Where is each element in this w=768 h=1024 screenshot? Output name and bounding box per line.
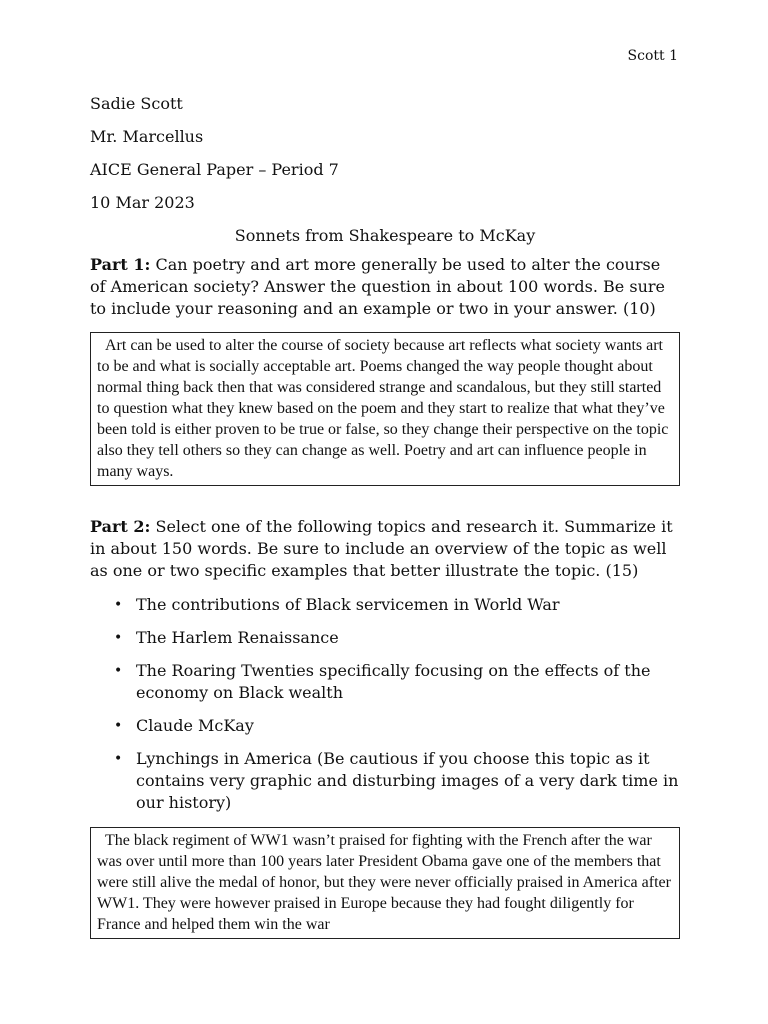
running-head: Scott 1: [627, 48, 678, 64]
part2-prompt: Select one of the following topics and research it. Summarize it in about 150 words. Be sure to include an overview of the topic as well as one or two specific examples that better illustrate the topic. (15): [90, 517, 673, 580]
teacher-name: Mr. Marcellus: [90, 127, 204, 146]
part1-label: Part 1:: [90, 255, 151, 274]
topic-text: The contributions of Black servicemen in World War: [136, 595, 560, 614]
part2-answer-box: [90, 827, 680, 939]
course-name: AICE General Paper – Period 7: [90, 160, 339, 179]
part1-question: [90, 254, 680, 320]
list-item: [90, 594, 680, 616]
bullet-icon: •: [114, 663, 123, 679]
part1-answer-text: Art can be used to alter the course of society because art reflects what society wants art to be and what is socially acceptable art. Poems changed the way people thought about normal thing back then that was considered strange and scandalous, but they still started to question what they knew based on the poem and they start to realize that what they’ve been told is either proven to be true or false, so they change their perspective on the topic also they tell others so they can change as well. Poetry and art can influence people in many ways.: [97, 337, 669, 480]
document-date: 10 Mar 2023: [90, 193, 195, 212]
part2-question: [90, 516, 680, 582]
bullet-icon: •: [114, 630, 123, 646]
student-name: Sadie Scott: [90, 94, 183, 113]
bullet-icon: •: [114, 751, 123, 767]
topic-text: The Roaring Twenties specifically focusing on the effects of the economy on Black wealth: [136, 661, 651, 702]
topic-text: The Harlem Renaissance: [136, 628, 339, 647]
topic-list: [90, 594, 680, 814]
bullet-icon: •: [114, 718, 123, 734]
part2-label: Part 2:: [90, 517, 151, 536]
list-item: [90, 627, 680, 649]
document-body: [90, 92, 680, 939]
part1-prompt: Can poetry and art more generally be used to alter the course of American society? Answer the question in about 100 words. Be sure to include your reasoning and an example or two in your answer. (10): [90, 255, 665, 318]
part2-answer-text: The black regiment of WW1 wasn’t praised for fighting with the French after the war was over until more than 100 years later President Obama gave one of the members that were still alive the medal of honor, but they were never officially praised in America after WW1. They were however praised in Europe because they had fought diligently for France and helped them win the war: [97, 832, 671, 933]
list-item: [90, 715, 680, 737]
topic-text: Lynchings in America (Be cautious if you choose this topic as it contains very graphic and disturbing images of a very dark time in our history): [136, 749, 679, 812]
list-item: [90, 748, 680, 814]
topic-text: Claude McKay: [136, 716, 254, 735]
document-title: Sonnets from Shakespeare to McKay: [234, 226, 536, 245]
bullet-icon: •: [114, 597, 123, 613]
list-item: [90, 660, 680, 704]
part1-answer-box: [90, 332, 680, 486]
